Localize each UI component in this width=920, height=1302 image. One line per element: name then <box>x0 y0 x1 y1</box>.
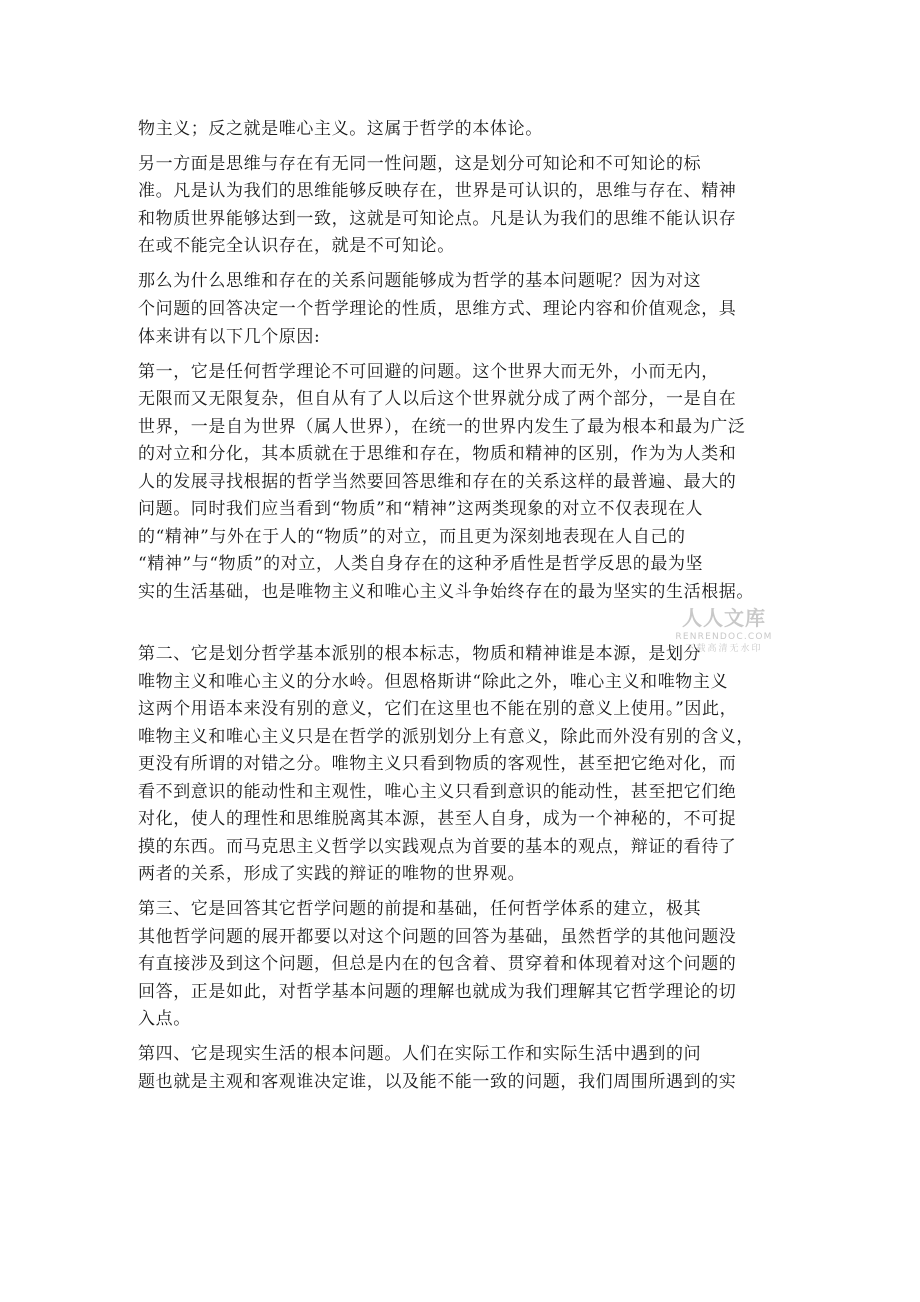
watermark-logo-text: 人人文库 <box>682 606 766 630</box>
text-line: 实的生活基础，也是唯物主义和唯心主义斗争始终存在的最为坚实的生活根据。 <box>138 582 754 602</box>
watermark-slogan: 下载高清无水印 <box>685 644 763 654</box>
text-line: 有直接涉及到这个问题，但总是内在的包含着、贯穿着和体现着对这个问题的 <box>138 954 737 974</box>
text-line: 两者的关系，形成了实践的辩证的唯物的世界观。 <box>138 864 526 884</box>
text-line: 的对立和分化，其本质就在于思维和存在，物质和精神的区别，作为为人类和 <box>138 444 737 464</box>
text-line: 另一方面是思维与存在有无同一性问题，这是划分可知论和不可知论的标 <box>138 154 702 174</box>
text-line: 入点。 <box>138 1009 191 1029</box>
watermark-url: RENRENDOC.COM <box>675 632 773 642</box>
text-line: 回答，正是如此，对哲学基本问题的理解也就成为我们理解其它哲学理论的切 <box>138 982 737 1002</box>
text-line: 在或不能完全认识存在，就是不可知论。 <box>138 236 455 256</box>
text-line: 人的发展寻找根据的哲学当然要回答思维和存在的关系这样的最普遍、最大的 <box>138 472 737 492</box>
text-line: 准。凡是认为我们的思维能够反映存在，世界是可认识的，思维与存在、精神 <box>138 181 737 201</box>
text-line: 对化，使人的理性和思维脱离其本源，甚至人自身，成为一个神秘的，不可捉 <box>138 809 737 829</box>
text-line: 看不到意识的能动性和主观性，唯心主义只看到意识的能动性，甚至把它们绝 <box>138 782 737 802</box>
text-line: 摸的东西。而马克思主义哲学以实践观点为首要的基本的观点，辩证的看待了 <box>138 837 737 857</box>
text-line: 和物质世界能够达到一致，这就是可知论点。凡是认为我们的思维不能认识存 <box>138 209 737 229</box>
text-line: 更没有所谓的对错之分。唯物主义只看到物质的客观性，甚至把它绝对化，而 <box>138 754 737 774</box>
text-line: 的“精神”与外在于人的“物质”的对立，而且更为深刻地表现在人自己的 <box>138 527 686 547</box>
text-line: 物主义；反之就是唯心主义。这属于哲学的本体论。 <box>138 119 543 139</box>
text-line: 唯物主义和唯心主义的分水岭。但恩格斯讲“除此之外，唯心主义和唯物主义 <box>138 672 729 692</box>
text-line: 体来讲有以下几个原因: <box>138 327 321 347</box>
text-line: 世界，一是自为世界（属人世界），在统一的世界内发生了最为根本和最为广泛 <box>138 417 746 437</box>
text-line: 那么为什么思维和存在的关系问题能够成为哲学的基本问题呢？因为对这 <box>138 271 702 291</box>
text-line: 问题。同时我们应当看到“物质”和“精神”这两类现象的对立不仅表现在人 <box>138 499 704 519</box>
text-line: 唯物主义和唯心主义只是在哲学的派别划分上有意义，除此而外没有别的含义， <box>138 727 754 747</box>
text-line: 个问题的回答决定一个哲学理论的性质，思维方式、理论内容和价值观念，具 <box>138 299 737 319</box>
text-line: 第三、它是回答其它哲学问题的前提和基础，任何哲学体系的建立，极其 <box>138 899 702 919</box>
text-line: 其他哲学问题的展开都要以对这个问题的回答为基础，虽然哲学的其他问题没 <box>138 927 737 947</box>
text-line: 第四、它是现实生活的根本问题。人们在实际工作和实际生活中遇到的问 <box>138 1044 702 1064</box>
text-line: 这两个用语本来没有别的意义，它们在这里也不能在别的意义上使用。”因此， <box>138 699 738 719</box>
text-line: 第二、它是划分哲学基本派别的根本标志，物质和精神谁是本源，是划分 <box>138 644 702 664</box>
text-line: 题也就是主观和客观谁决定谁，以及能不能一致的问题，我们周围所遇到的实 <box>138 1072 737 1092</box>
text-line: “精神”与“物质”的对立，人类自身存在的这种矛盾性是哲学反思的最为坚 <box>138 554 704 574</box>
text-line: 第一，它是任何哲学理论不可回避的问题。这个世界大而无外，小而无内， <box>138 362 719 382</box>
text-line: 无限而又无限复杂，但自从有了人以后这个世界就分成了两个部分，一是自在 <box>138 389 737 409</box>
